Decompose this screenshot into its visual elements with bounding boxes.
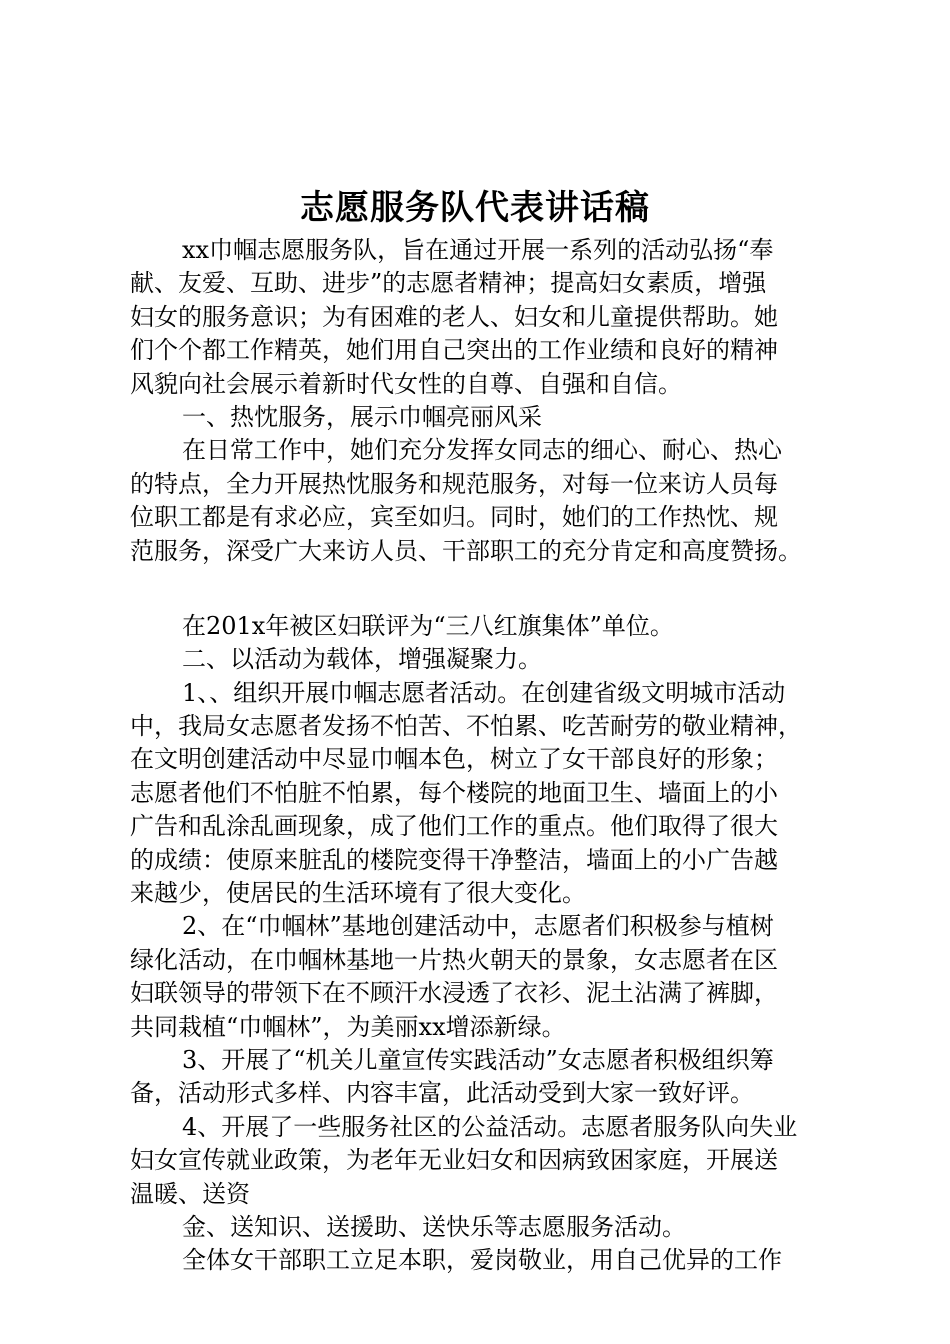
- paragraph-line: 来越少，使居民的生活环境有了很大变化。: [130, 879, 586, 908]
- paragraph-line: 志愿者他们不怕脏不怕累，每个楼院的地面卫生、墙面上的小: [130, 778, 778, 807]
- paragraph-line: 在文明创建活动中尽显巾帼本色，树立了女干部良好的形象；: [130, 745, 778, 774]
- paragraph-gap: [130, 568, 860, 610]
- paragraph-line: 备，活动形式多样、内容丰富，此活动受到大家一致好评。: [130, 1079, 754, 1108]
- paragraph-line: 在201x年被区妇联评为“三八红旗集体”单位。: [182, 611, 674, 640]
- paragraph-line: 范服务，深受广大来访人员、干部职工的充分肯定和高度赞扬。: [130, 536, 802, 565]
- document-body: [130, 234, 860, 1278]
- paragraph-line: 的成绩：使原来脏乱的楼院变得干净整洁，墙面上的小广告越: [130, 845, 778, 874]
- paragraph-line: 4、开展了一些服务社区的公益活动。志愿者服务队向失业: [182, 1112, 798, 1141]
- paragraph-line: 献、友爱、互助、进步”的志愿者精神；提高妇女素质，增强: [130, 269, 767, 298]
- paragraph-line: 的特点，全力开展热忱服务和规范服务，对每一位来访人员每: [130, 469, 778, 498]
- paragraph-line: 中，我局女志愿者发扬不怕苦、不怕累、吃苦耐劳的敬业精神，: [130, 712, 802, 741]
- paragraph-line: 风貌向社会展示着新时代女性的自尊、自强和自信。: [130, 369, 682, 398]
- paragraph-line: 金、送知识、送援助、送快乐等志愿服务活动。: [182, 1212, 686, 1241]
- paragraph-line: 妇女宣传就业政策，为老年无业妇女和因病致困家庭，开展送: [130, 1146, 778, 1175]
- document-title: 志愿服务队代表讲话稿: [300, 188, 650, 228]
- paragraph-line: 位职工都是有求必应，宾至如归。同时，她们的工作热忱、规: [130, 503, 778, 532]
- paragraph-line: 2、在“巾帼林”基地创建活动中，志愿者们积极参与植树: [182, 912, 774, 941]
- paragraph-line: 3、开展了“机关儿童宣传实践活动”女志愿者积极组织筹: [182, 1045, 774, 1074]
- paragraph-line: 温暖、送资: [130, 1179, 250, 1208]
- paragraph-line: 妇联领导的带领下在不顾汗水浸透了衣衫、泥土沾满了裤脚，: [130, 979, 778, 1008]
- paragraph-line: 绿化活动，在巾帼林基地一片热火朝天的景象，女志愿者在区: [130, 945, 778, 974]
- paragraph-line: 1、、组织开展巾帼志愿者活动。在创建省级文明城市活动: [182, 678, 786, 707]
- paragraph-line: 全体女干部职工立足本职，爱岗敬业，用自己优异的工作: [182, 1246, 782, 1275]
- paragraph-line: 妇女的服务意识；为有困难的老人、妇女和儿童提供帮助。她: [130, 302, 778, 331]
- paragraph-line: 共同栽植“巾帼林”，为美丽xx增添新绿。: [130, 1012, 566, 1041]
- paragraph-line: 广告和乱涂乱画现象，成了他们工作的重点。他们取得了很大: [130, 812, 778, 841]
- paragraph-line: 们个个都工作精英，她们用自己突出的工作业绩和良好的精神: [130, 336, 778, 365]
- section-heading: 二、以活动为载体，增强凝聚力。: [182, 645, 542, 674]
- section-heading: 一、热忱服务，展示巾帼亮丽风采: [182, 402, 542, 431]
- paragraph-line: xx巾帼志愿服务队，旨在通过开展一系列的活动弘扬“奉: [182, 236, 774, 264]
- paragraph-line: 在日常工作中，她们充分发挥女同志的细心、耐心、热心: [182, 436, 782, 465]
